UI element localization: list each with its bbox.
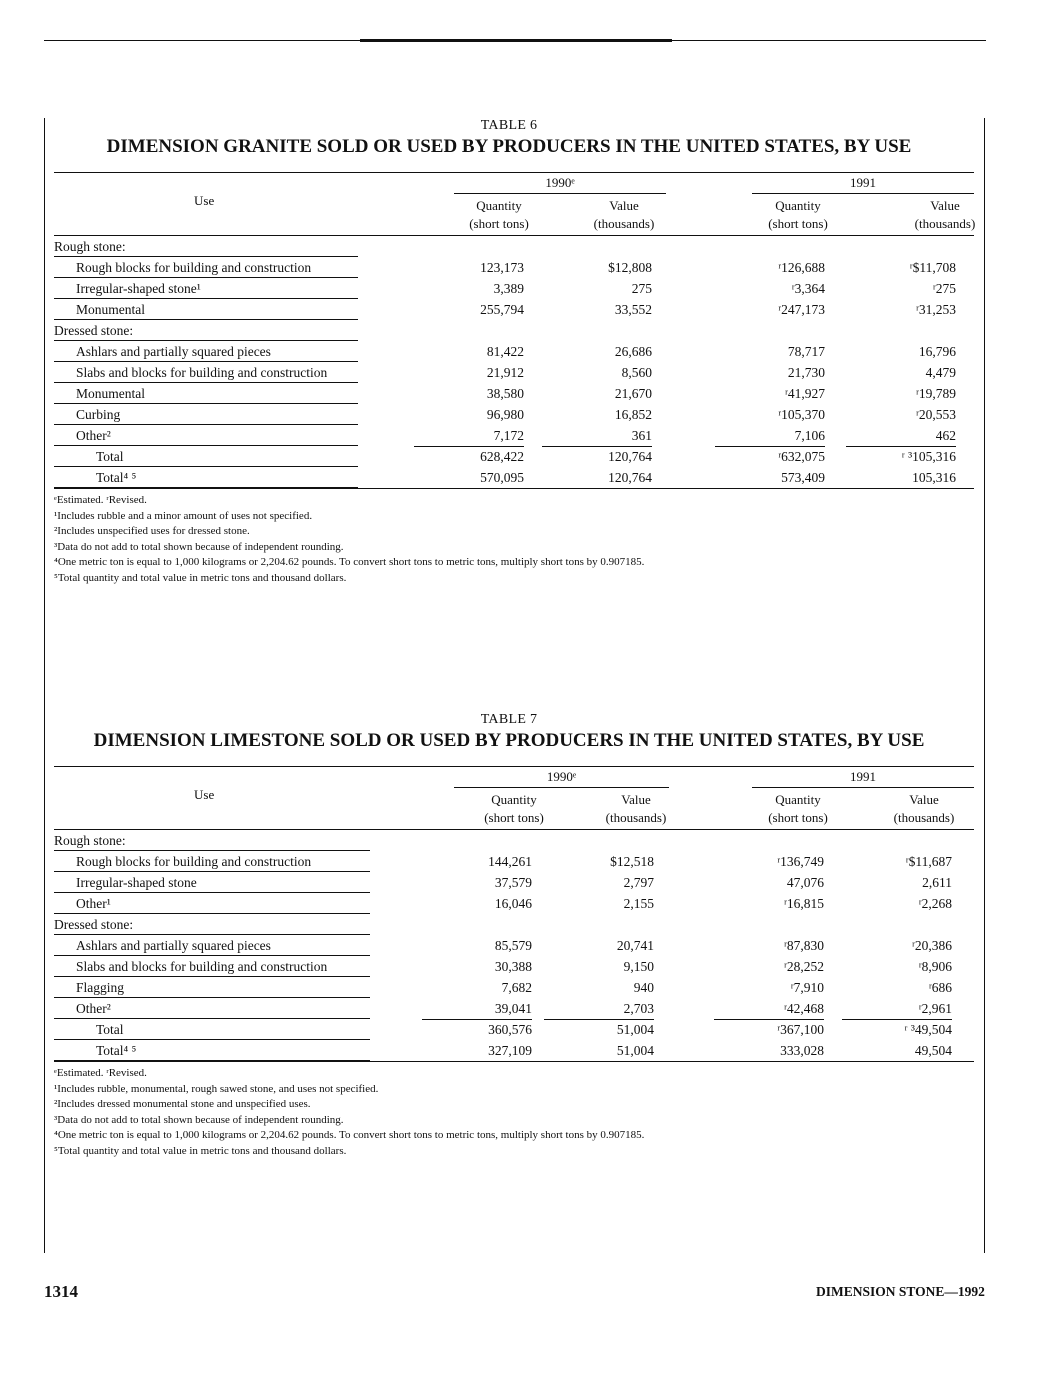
footnote: ²Includes dressed monumental stone and unspecified uses. <box>54 1098 311 1110</box>
footnote: ᵉEstimated. ʳRevised. <box>54 1067 147 1079</box>
table-cell: ʳ136,749 <box>777 854 824 869</box>
row-label: Rough blocks for building and construction <box>76 260 312 275</box>
table-cell: 255,794 <box>480 302 524 317</box>
table-number: TABLE 6 <box>480 118 538 133</box>
table-cell: 78,717 <box>787 344 825 359</box>
left-margin-rule <box>44 118 45 1253</box>
row-label: Other² <box>76 428 111 443</box>
table-row <box>54 956 974 977</box>
footnotes <box>54 1066 974 1159</box>
row-label: Other¹ <box>76 896 111 911</box>
table-row <box>54 851 974 872</box>
value-column-header: Value (thousands) <box>914 198 976 231</box>
quantity-column-header: Quantity (short tons) <box>484 792 544 825</box>
table-cell: 3,389 <box>493 281 524 296</box>
row-label: Slabs and blocks for building and construction <box>76 365 328 380</box>
table-6 <box>54 118 974 586</box>
table-row <box>54 320 974 341</box>
table-row <box>54 977 974 998</box>
table-cell: 21,912 <box>486 365 524 380</box>
table-cell: 9,150 <box>623 959 654 974</box>
row-label: Rough stone: <box>54 239 126 254</box>
use-column-header: Use <box>194 193 215 208</box>
table-cell: ʳ16,815 <box>783 896 824 911</box>
table-cell: 628,422 <box>414 446 524 466</box>
table-cell: 21,670 <box>614 386 652 401</box>
table-cell: 573,409 <box>781 470 825 485</box>
right-margin-rule <box>984 118 985 1253</box>
table-row <box>54 404 974 425</box>
table-cell: 16,796 <box>918 344 956 359</box>
table-body <box>54 830 974 1061</box>
table-7 <box>54 712 974 1159</box>
table-cell: 144,261 <box>488 854 532 869</box>
table-cell: 37,579 <box>494 875 532 890</box>
table-row <box>54 830 974 851</box>
value-column-header: Value (thousands) <box>893 792 955 825</box>
table-cell: ʳ41,927 <box>784 386 825 401</box>
row-label: Irregular-shaped stone <box>76 875 197 890</box>
row-label: Dressed stone: <box>54 323 134 338</box>
table-cell: 2,155 <box>623 896 654 911</box>
footnote: ¹Includes rubble, monumental, rough sawed stone, and uses not specified. <box>54 1082 379 1095</box>
table-cell: 333,028 <box>780 1043 824 1058</box>
value-column-header: Value (thousands) <box>593 198 655 231</box>
row-label: Total <box>96 449 124 464</box>
footnote: ⁴One metric ton is equal to 1,000 kilograms or 2,204.62 pounds. To convert short tons to metric tons, multiply short tons by 0.907185. <box>54 1129 645 1141</box>
table-cell: $12,518 <box>610 854 654 869</box>
year-1991-header: 1991 <box>850 175 876 190</box>
table-cell: 26,686 <box>614 344 652 359</box>
use-column-header: Use <box>194 787 215 802</box>
row-label: Rough blocks for building and construction <box>76 854 312 869</box>
table-cell: ʳ31,253 <box>915 302 956 317</box>
table-title: DIMENSION LIMESTONE SOLD OR USED BY PRODUCERS IN THE UNITED STATES, BY USE <box>93 730 925 751</box>
table-cell: 275 <box>631 281 652 296</box>
table-cell: ʳ ³49,504 <box>842 1019 952 1039</box>
table-cell: 462 <box>935 428 956 443</box>
table-cell: 120,764 <box>608 470 652 485</box>
table-cell: ʳ275 <box>932 281 956 296</box>
table-cell: 105,316 <box>912 470 956 485</box>
table-row <box>54 362 974 383</box>
table-cell: 7,682 <box>501 980 532 995</box>
table-row <box>54 467 974 488</box>
page-number: 1314 <box>44 1282 78 1301</box>
year-1991-header: 1991 <box>850 769 876 784</box>
quantity-column-header: Quantity (short tons) <box>469 198 529 231</box>
table-cell: ʳ2,268 <box>918 896 952 911</box>
row-label: Ashlars and partially squared pieces <box>76 344 271 359</box>
row-label: Dressed stone: <box>54 917 134 932</box>
table-cell: 51,004 <box>616 1043 654 1058</box>
table-cell: 2,797 <box>623 875 654 890</box>
table-cell: $12,808 <box>608 260 652 275</box>
footnotes <box>54 493 974 586</box>
row-label: Total <box>96 1022 124 1037</box>
table-cell: ʳ2,961 <box>918 1001 952 1016</box>
table-row <box>54 425 974 446</box>
table-cell: ʳ$11,687 <box>905 854 952 869</box>
year-1990-rule <box>454 787 669 788</box>
table-cell: 570,095 <box>480 470 524 485</box>
table-cell: ʳ105,370 <box>778 407 825 422</box>
table-row <box>54 257 974 278</box>
table-cell: 7,172 <box>493 428 524 443</box>
table-cell: ʳ367,100 <box>714 1019 824 1039</box>
row-label: Other² <box>76 1001 111 1016</box>
table-cell: 51,004 <box>544 1019 654 1039</box>
table-row <box>54 935 974 956</box>
row-underline <box>54 487 358 488</box>
footnote: ⁵Total quantity and total value in metric tons and thousand dollars. <box>54 1144 347 1157</box>
table-cell: 123,173 <box>480 260 524 275</box>
table-row <box>54 1040 974 1061</box>
year-1990-header: 1990ᵉ <box>545 175 575 190</box>
table-cell: ʳ7,910 <box>790 980 824 995</box>
quantity-column-header: Quantity (short tons) <box>768 792 828 825</box>
table-cell: 47,076 <box>786 875 824 890</box>
table-cell: 16,046 <box>494 896 532 911</box>
quantity-column-header: Quantity (short tons) <box>768 198 828 231</box>
year-1991-rule <box>752 787 974 788</box>
table-cell: ʳ3,364 <box>791 281 825 296</box>
table-cell: ʳ686 <box>928 980 952 995</box>
row-underline <box>54 1060 370 1061</box>
table-header <box>54 766 974 830</box>
table-body <box>54 236 974 488</box>
table-row <box>54 341 974 362</box>
table-cell: ʳ ³105,316 <box>846 446 956 466</box>
table-cell: 2,611 <box>922 875 952 890</box>
table-cell: ʳ28,252 <box>783 959 824 974</box>
table-cell: ʳ19,789 <box>915 386 956 401</box>
table-cell: 16,852 <box>614 407 652 422</box>
value-column-header: Value (thousands) <box>605 792 667 825</box>
table-cell: 20,741 <box>616 938 654 953</box>
row-label: Ashlars and partially squared pieces <box>76 938 271 953</box>
footnote: ³Data do not add to total shown because of independent rounding. <box>54 1113 344 1126</box>
table-row <box>54 914 974 935</box>
table-cell: ʳ20,386 <box>911 938 952 953</box>
table-cell: 8,560 <box>621 365 652 380</box>
row-label: Monumental <box>76 302 145 317</box>
table-cell: ʳ632,075 <box>715 446 825 466</box>
table-cell: ʳ247,173 <box>778 302 825 317</box>
row-label: Monumental <box>76 386 145 401</box>
table-cell: ʳ126,688 <box>778 260 825 275</box>
footnote: ⁵Total quantity and total value in metric tons and thousand dollars. <box>54 571 347 584</box>
table-cell: ʳ$11,708 <box>909 260 956 275</box>
footnote: ²Includes unspecified uses for dressed stone. <box>54 525 250 537</box>
table-cell: ʳ87,830 <box>783 938 824 953</box>
table-cell: 940 <box>633 980 654 995</box>
table-cell: 21,730 <box>787 365 825 380</box>
year-1990-header: 1990ᵉ <box>546 769 577 784</box>
table-header <box>54 172 974 236</box>
table-cell: 4,479 <box>925 365 956 380</box>
table-row <box>54 446 974 467</box>
table-row <box>54 278 974 299</box>
table-cell: 327,109 <box>488 1043 532 1058</box>
row-label: Slabs and blocks for building and construction <box>76 959 328 974</box>
table-cell: 7,106 <box>794 428 825 443</box>
table-row <box>54 998 974 1019</box>
table-cell: ʳ8,906 <box>918 959 952 974</box>
footnote: ³Data do not add to total shown because of independent rounding. <box>54 540 344 553</box>
table-cell: 38,580 <box>486 386 524 401</box>
year-1990-rule <box>454 193 666 194</box>
year-1991-rule <box>752 193 974 194</box>
table-bottom-rule <box>54 488 974 489</box>
table-cell: 360,576 <box>422 1019 532 1039</box>
table-row <box>54 299 974 320</box>
table-row <box>54 872 974 893</box>
table-cell: ʳ20,553 <box>915 407 956 422</box>
row-label: Irregular-shaped stone¹ <box>76 281 201 296</box>
table-row <box>54 1019 974 1040</box>
table-cell: 2,703 <box>623 1001 654 1016</box>
table-cell: ʳ42,468 <box>783 1001 824 1016</box>
table-cell: 30,388 <box>494 959 532 974</box>
footnote: ⁴One metric ton is equal to 1,000 kilograms or 2,204.62 pounds. To convert short tons to metric tons, multiply short tons by 0.907185. <box>54 556 645 568</box>
row-label: Total⁴ ⁵ <box>96 470 137 485</box>
top-rule-accent <box>360 39 672 42</box>
table-cell: 49,504 <box>914 1043 952 1058</box>
table-cell: 361 <box>631 428 652 443</box>
table-cell: 33,552 <box>614 302 652 317</box>
table-title: DIMENSION GRANITE SOLD OR USED BY PRODUCERS IN THE UNITED STATES, BY USE <box>106 136 912 157</box>
table-cell: 85,579 <box>494 938 532 953</box>
row-label: Total⁴ ⁵ <box>96 1043 137 1058</box>
row-label: Flagging <box>76 980 125 995</box>
table-cell: 39,041 <box>494 1001 532 1016</box>
row-label: Curbing <box>76 407 121 422</box>
table-row <box>54 383 974 404</box>
table-row <box>54 893 974 914</box>
table-row <box>54 236 974 257</box>
footnote: ᵉEstimated. ʳRevised. <box>54 494 147 506</box>
footnote: ¹Includes rubble and a minor amount of uses not specified. <box>54 509 313 522</box>
table-cell: 96,980 <box>486 407 524 422</box>
running-title: DIMENSION STONE—1992 <box>816 1284 985 1299</box>
table-number: TABLE 7 <box>480 712 538 727</box>
table-bottom-rule <box>54 1061 974 1062</box>
table-cell: 120,764 <box>542 446 652 466</box>
row-label: Rough stone: <box>54 833 126 848</box>
table-cell: 81,422 <box>486 344 524 359</box>
